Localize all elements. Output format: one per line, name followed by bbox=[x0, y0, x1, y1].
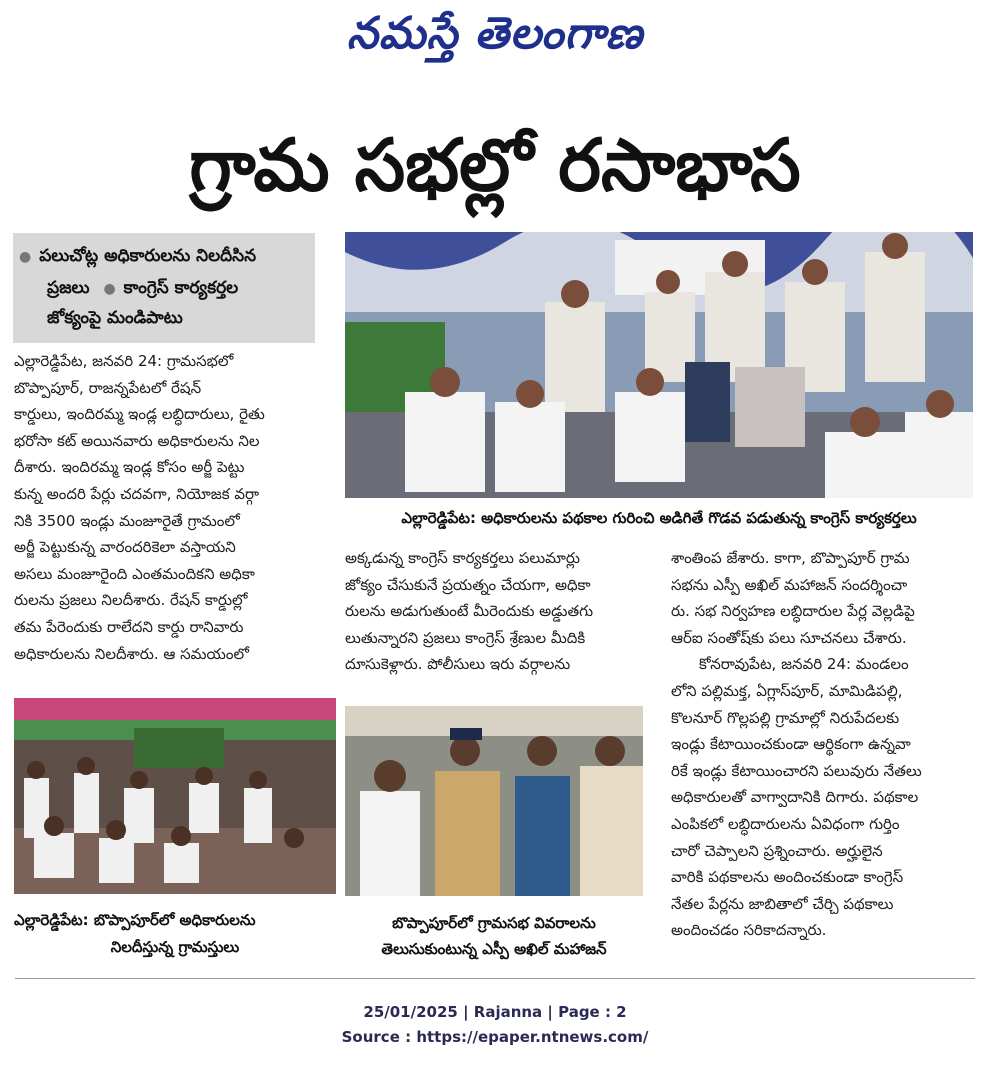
text-line: చారో చెప్పాలని ప్రశ్నించారు. అర్హులైన bbox=[671, 841, 883, 860]
left-photo bbox=[14, 698, 336, 894]
text-line: ఎంపికలో లబ్ధిదారులను ఏవిధంగా గుర్తిం bbox=[671, 814, 900, 833]
subheading-text: ప్రజలు bbox=[47, 278, 90, 298]
text-line: భరోసా కట్ అయినవారు అధికారులను నిల bbox=[14, 431, 260, 450]
text-line: కార్డులు, ఇందిరమ్మ ఇండ్ల లబ్ధిదారులు, రైతు bbox=[14, 405, 265, 424]
text-line: సభను ఎస్పీ అఖిల్ మహాజన్ సందర్శించా bbox=[671, 575, 908, 594]
left-photo-caption-line-1: ఎల్లారెడ్డిపేట: బొప్పాపూర్‌లో అధికారులను bbox=[14, 911, 256, 929]
text-line: అందించడం సరికాదన్నారు. bbox=[671, 921, 827, 940]
text-line: దీశారు. ఇందిరమ్మ ఇండ్ల కోసం అర్జీ పెట్టు bbox=[14, 458, 245, 477]
article-column-1 bbox=[14, 348, 336, 667]
subheading-box bbox=[13, 233, 315, 343]
main-photo bbox=[345, 232, 973, 498]
text-line: తమ పేరెందుకు రాలేదని కార్డు రానివారు bbox=[14, 617, 244, 636]
subheading-line-2 bbox=[47, 275, 238, 303]
text-line: రు. సభ నిర్వహణ లబ్ధిదారుల పేర్ల వెల్లడిపై bbox=[671, 602, 915, 621]
text-line: నేతల పేర్లను జాబితాలో చేర్చి పథకాలు bbox=[671, 894, 894, 913]
text-line: రులను ప్రజలు నిలదీశారు. రేషన్ కార్డుల్లో bbox=[14, 591, 248, 610]
text-line: శాంతింప జేశారు. కాగా, బొప్పాపూర్ గ్రామ bbox=[671, 549, 910, 567]
newspaper-masthead: నమస్తే తెలంగాణ bbox=[346, 8, 644, 59]
text-line: లుతున్నారని ప్రజలు కాంగ్రెస్ శ్రేణుల మీదికి bbox=[345, 628, 586, 647]
text-line: అర్జీ పెట్టుకున్న వారందరికెలా వస్తాయని bbox=[14, 538, 236, 557]
text-line: అక్కడున్న కాంగ్రెస్ కార్యకర్తలు పలుమార్లు bbox=[345, 549, 580, 567]
left-photo-illustration bbox=[14, 698, 336, 894]
article-column-3 bbox=[671, 545, 975, 944]
bullet-icon: ● bbox=[103, 281, 116, 297]
main-photo-caption: ఎల్లారెడ్డిపేట: అధికారులను పథకాల గురించి అడిగితే గొడవ పడుతున్న కాంగ్రెస్ కార్యకర్తలు bbox=[401, 509, 917, 527]
article-headline: గ్రామ సభల్లో రసాభాస bbox=[189, 123, 801, 207]
text-line: లోని పల్లిమక్త, ఏగ్లాస్‌పూర్, మామిడిపల్లి, bbox=[671, 681, 903, 700]
text-line: కోనరావుపేట, జనవరి 24: మండలం bbox=[699, 655, 909, 674]
main-photo-illustration bbox=[345, 232, 973, 498]
text-line: దూసుకెళ్లారు. పోలీసులు ఇరు వర్గాలను bbox=[345, 655, 571, 674]
text-line: రులను అడుగుతుంటే మీరెందుకు అడ్డుతగు bbox=[345, 602, 594, 621]
text-line: ఎల్లారెడ్డిపేట, జనవరి 24: గ్రామసభలో bbox=[14, 352, 234, 370]
text-line: జోక్యం చేసుకునే ప్రయత్నం చేయగా, అధికా bbox=[345, 575, 591, 594]
text-line: వారికి పథకాలను అందించకుండా కాంగ్రెస్ bbox=[671, 868, 904, 887]
left-photo-caption-line-2: నిలదీస్తున్న గ్రామస్తులు bbox=[110, 938, 240, 956]
text-line: అధికారులతో వాగ్వాదానికి దిగారు. పథకాల bbox=[671, 788, 919, 807]
text-line: ఆర్‌ఐ సంతోష్‌కు పలు సూచనలు చేశారు. bbox=[671, 628, 907, 647]
text-line: రికే ఇండ్లు కేటాయించారని పలువురు నేతలు bbox=[671, 761, 922, 780]
text-line: కున్న అందరి పేర్లు చదవగా, నియోజక వర్గా bbox=[14, 484, 260, 503]
text-line: అసలు మంజూరైంది ఎంతమందికని అధికా bbox=[14, 564, 255, 583]
subheading-line-1 bbox=[13, 243, 256, 271]
text-line: ఇండ్లు కేటాయించకుండా ఆర్థికంగా ఉన్నవా bbox=[671, 735, 911, 754]
middle-photo bbox=[345, 706, 643, 896]
text-line: బొప్పాపూర్, రాజన్నపేటలో రేషన్ bbox=[14, 378, 202, 397]
subheading-text: కాంగ్రెస్ కార్యకర్తల bbox=[123, 278, 239, 298]
subheading-text: పలుచోట్ల అధికారులను నిలదీసిన bbox=[39, 246, 257, 266]
footer-edition-info: 25/01/2025 | Rajanna | Page : 2 bbox=[363, 1003, 627, 1021]
text-line: నికి 3500 ఇండ్లు మంజూరైతే గ్రామంలో bbox=[14, 511, 240, 530]
text-line: అధికారులను నిలదీశారు. ఆ సమయంలో bbox=[14, 644, 249, 663]
middle-photo-illustration bbox=[345, 706, 643, 896]
subheading-line-3: జోక్యంపై మండిపాటు bbox=[47, 308, 183, 328]
article-column-2 bbox=[345, 545, 645, 678]
middle-photo-caption-line-1: బొప్పాపూర్‌లో గ్రామసభ వివరాలను bbox=[392, 914, 596, 932]
text-line: కొలనూర్ గొల్లపల్లి గ్రామాల్లో నిరుపేదలకు bbox=[671, 708, 900, 727]
bullet-icon: ● bbox=[19, 249, 32, 265]
middle-photo-caption-line-2: తెలుసుకుంటున్న ఎస్పీ అఖిల్ మహాజన్ bbox=[381, 940, 607, 958]
footer-divider bbox=[15, 978, 975, 979]
footer-source-link[interactable]: Source : https://epaper.ntnews.com/ bbox=[341, 1028, 649, 1046]
